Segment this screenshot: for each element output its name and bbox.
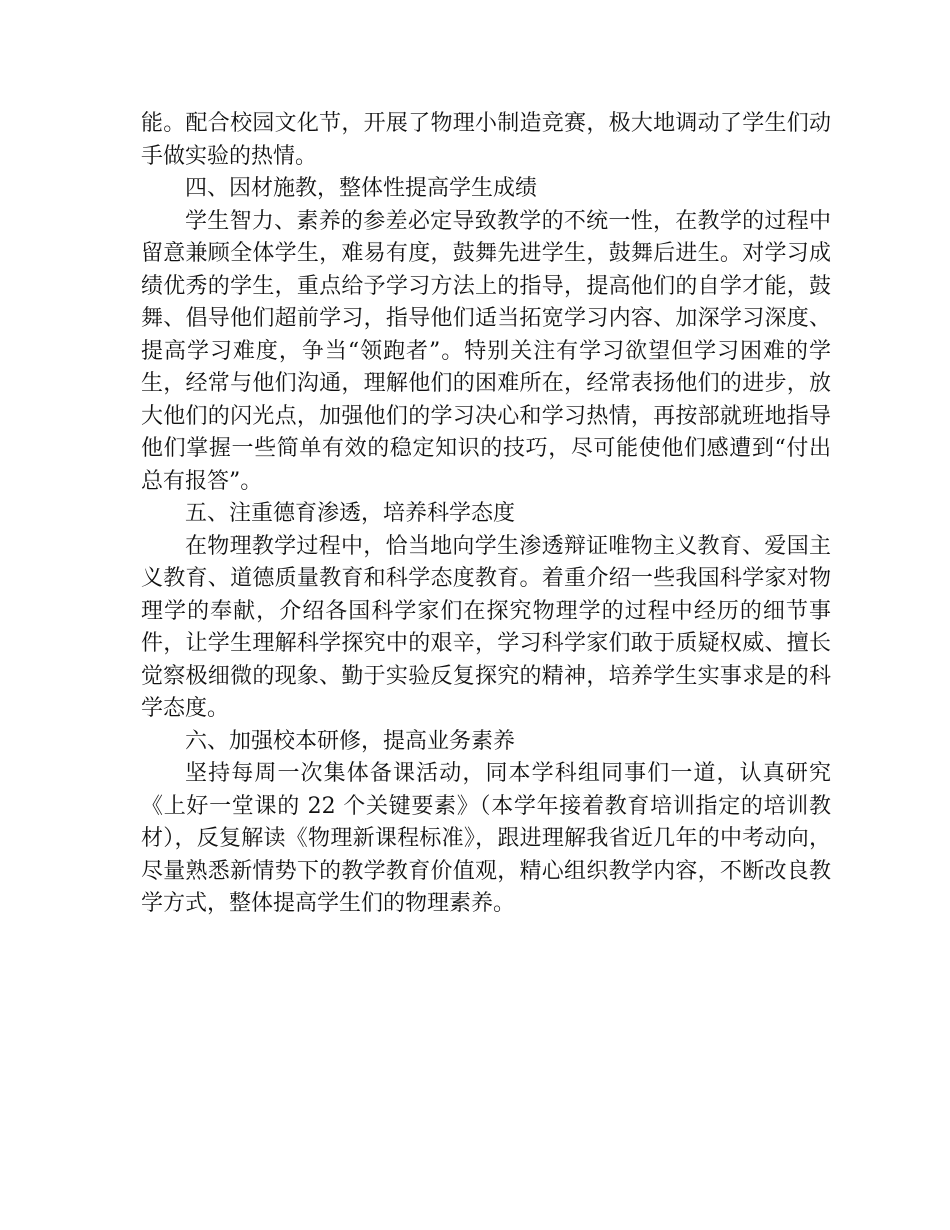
paragraph-section-6: 坚持每周一次集体备课活动，同本学科组同事们一道，认真研究《上好一堂课的 22 个关键要素》（本学年接着教育培训指定的培训教材），反复解读《物理新课程标准》，跟进理解我省近几年的中考动向，尽量熟悉新情势下的教学教育价值观，精心组织教学内容，不断改良教学方式，整体提高学生们的物理素养。 bbox=[141, 761, 831, 916]
paragraph-continuation: 能。配合校园文化节，开展了物理小制造竞赛，极大地调动了学生们动手做实验的热情。 bbox=[141, 111, 831, 169]
section-heading-6: 六、加强校本研修，提高业务素养 bbox=[185, 728, 516, 754]
paragraph-section-4: 学生智力、素养的参差必定导致教学的不统一性，在教学的过程中留意兼顾全体学生，难易有度，鼓舞先进学生，鼓舞后进生。对学习成绩优秀的学生，重点给予学习方法上的指导，提高他们的自学才能，鼓舞、倡导他们超前学习，指导他们适当拓宽学习内容、加深学习深度、提高学习难度，争当“领跑者”。特别关注有学习欲望但学习困难的学生，经常与他们沟通，理解他们的困难所在，经常表扬他们的进步，放大他们的闪光点，加强他们的学习决心和学习热情，再按部就班地指导他们掌握一些简单有效的稳定知识的技巧，尽可能使他们感遭到“付出总有报答”。 bbox=[141, 208, 831, 494]
section-heading-5: 五、注重德育渗透，培养科学态度 bbox=[185, 501, 516, 526]
section-heading-4: 四、因材施教，整体性提高学生成绩 bbox=[185, 176, 538, 201]
paragraph-section-5: 在物理教学过程中，恰当地向学生渗透辩证唯物主义教育、爱国主义教育、道德质量教育和科学态度教育。着重介绍一些我国科学家对物理学的奉献，介绍各国科学家们在探究物理学的过程中经历的细节事件，让学生理解科学探究中的艰辛，学习科学家们敢于质疑权威、擅长觉察极细微的现象、勤于实验反复探究的精神，培养学生实事求是的科学态度。 bbox=[141, 533, 831, 721]
document-page bbox=[141, 108, 831, 921]
